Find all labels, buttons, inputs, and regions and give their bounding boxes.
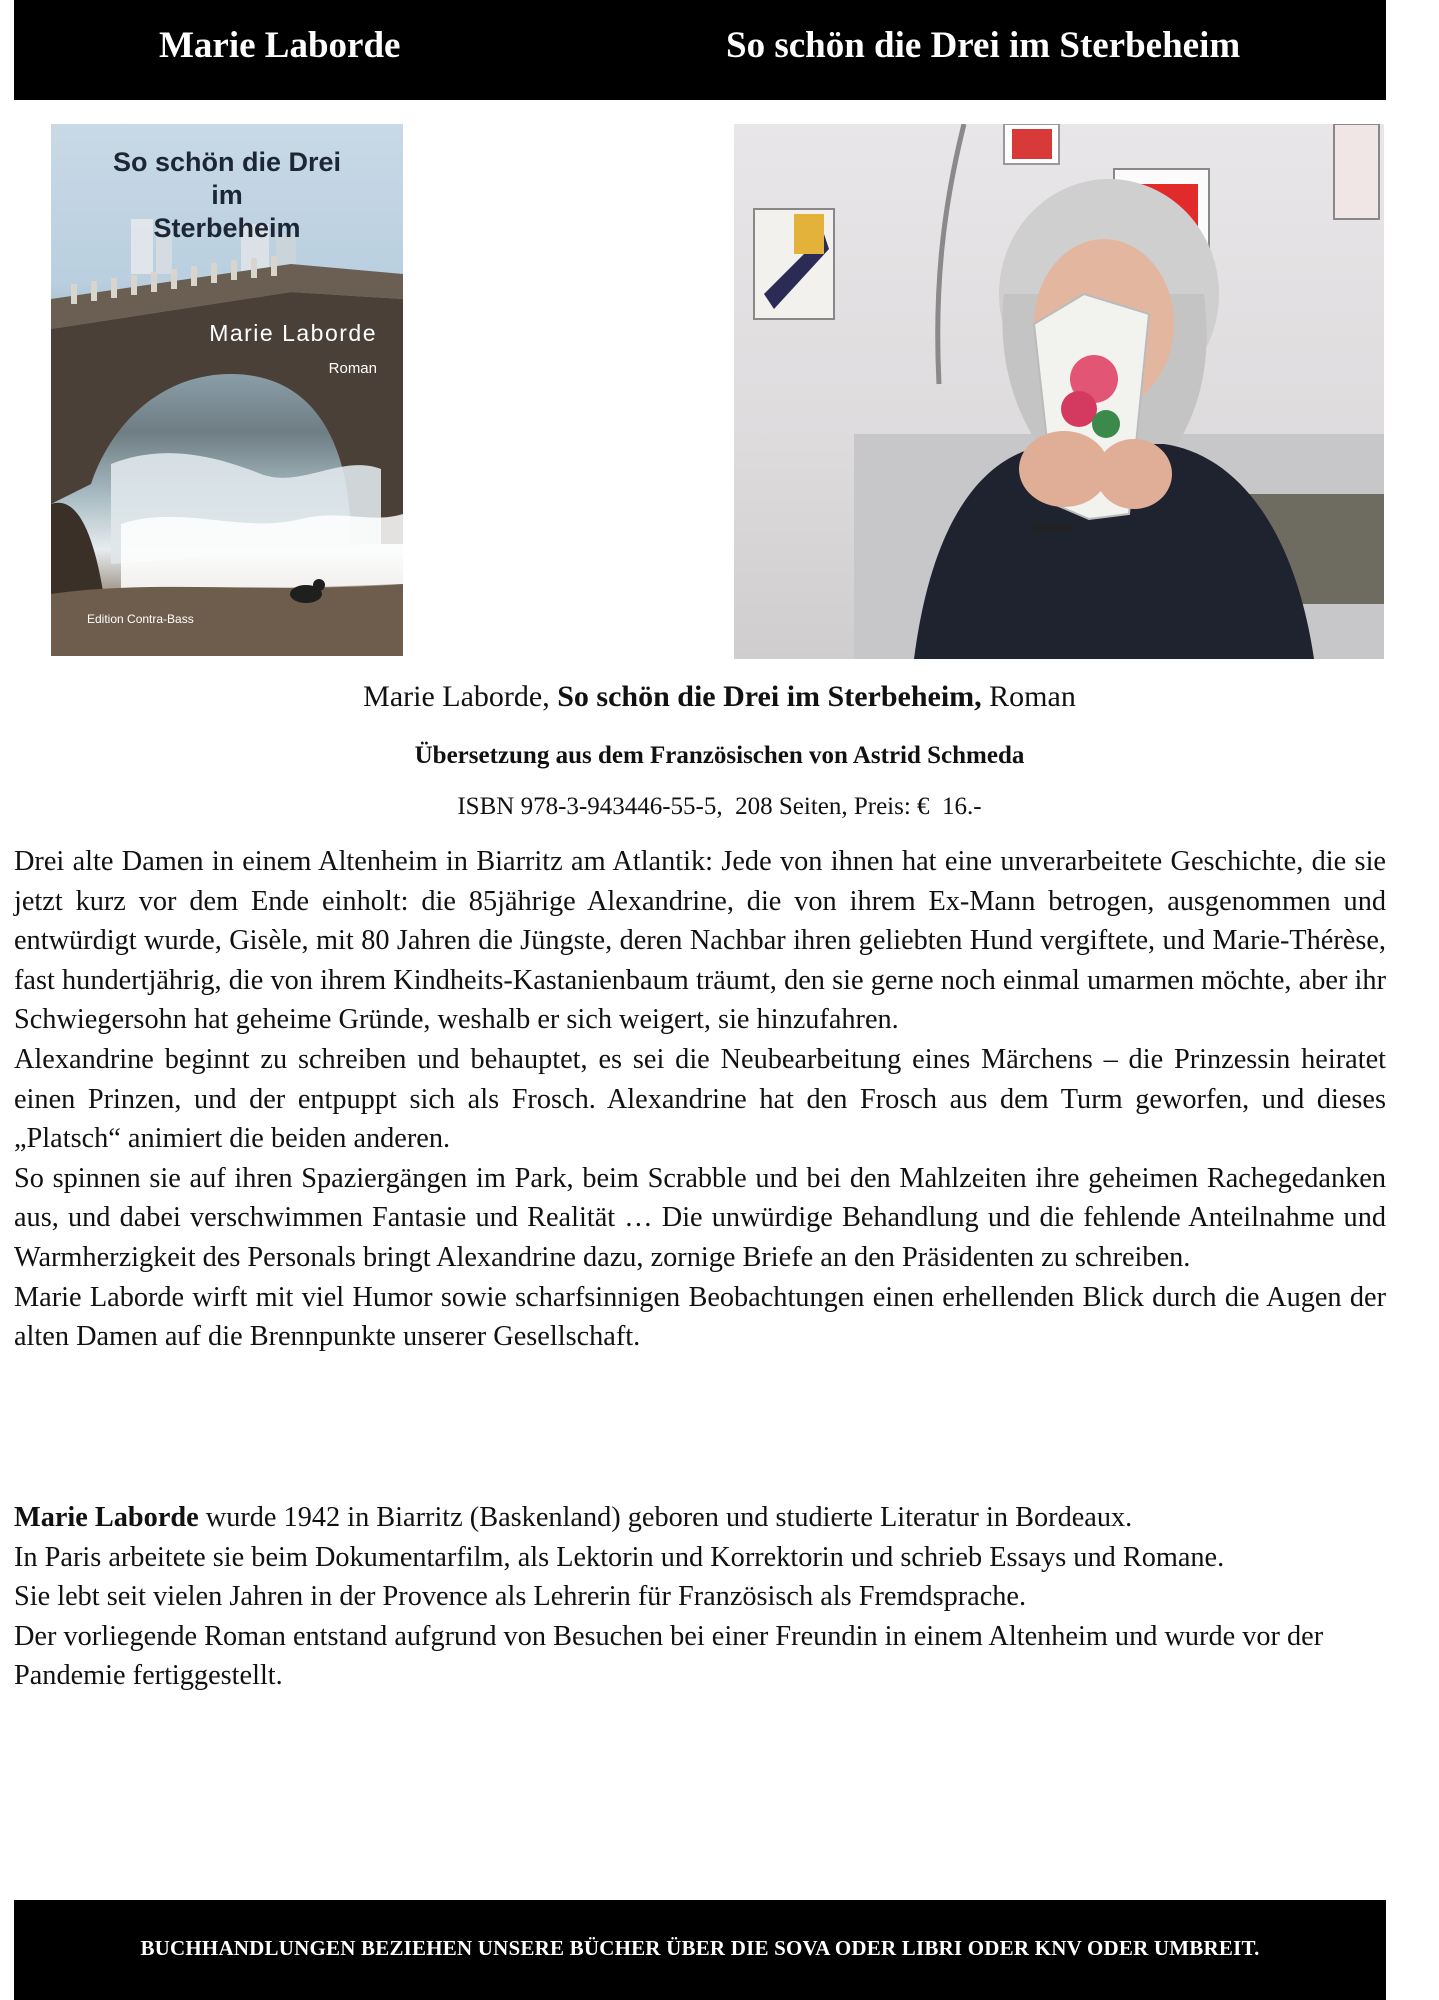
bio-line [14,1498,1386,1538]
description-paragraph: So spinnen sie auf ihren Spaziergängen im Park, beim Scrabble und bei den Mahlzeiten ihre geheimen Rachegedanken aus, und dabei verschwimmen Fantasie und Realität … Die unwürdige Behandlung und die fehlende Anteilnahme und Warmherzigkeit des Personals bringt Alexandrine dazu, zornige Briefe an den Präsidenten zu schreiben. [14,1162,1386,1273]
cover-title [51,146,403,245]
cover-title-line: Sterbeheim [153,213,301,243]
book-title-line [0,677,1439,717]
author-photo-illustration [734,124,1384,659]
footer-bar [14,1900,1386,2000]
cover-author: Marie Laborde [209,320,377,346]
cover-title-line: So schön die Drei [112,147,342,177]
cover-genre: Roman [328,360,377,377]
book-title: So schön die Drei im Sterbeheim, [557,680,982,713]
header-title: So schön die Drei im Sterbeheim [726,25,1241,66]
book-author: Marie Laborde, [363,680,558,713]
bio-author-name: Marie Laborde [14,1502,199,1533]
bio-line-text: wurde 1942 in Biarritz (Baskenland) geboren und studierte Literatur in Bordeaux. [198,1502,1133,1533]
isbn-line: ISBN 978-3-943446-55-5, 208 Seiten, Preis: € 16.- [457,793,982,820]
book-description [14,842,1386,1357]
bio-line: In Paris arbeitete sie beim Dokumentarfilm, als Lektorin und Korrektorin und schrieb Essays und Romane. [14,1541,1225,1573]
author-bio [14,1498,1386,1696]
header-bar [14,0,1386,100]
header-author: Marie Laborde [159,25,401,66]
author-photo [734,124,1384,659]
bio-line: Sie lebt seit vielen Jahren in der Provence als Lehrerin für Französisch als Fremdsprache. [14,1581,1027,1613]
description-paragraph: Drei alte Damen in einem Altenheim in Biarritz am Atlantik: Jede von ihnen hat eine unverarbeitete Geschichte, die sie jetzt kurz vor dem Ende einholt: die 85jährige Alexandrine, die von ihrem Ex-Mann betrogen, ausgenommen und entwürdigt wurde, Gisèle, mit 80 Jahren die Jüngste, deren Nachbar ihren geliebten Hund vergiftete, und Marie-Thérèse, fast hundertjährig, die von ihrem Kindheits-Kastanienbaum träumt, den sie gerne noch einmal umarmen möchte, aber ihr Schwiegersohn hat geheime Gründe, weshalb er sich weigert, sie hinzufahren. [14,846,1386,1036]
book-cover-image [51,124,403,656]
cover-title-line: im [211,180,243,210]
description-paragraph: Alexandrine beginnt zu schreiben und behauptet, es sei die Neubearbeitung eines Märchens – die Prinzessin heiratet einen Prinzen, und der entpuppt sich als Frosch. Alexandrine hat den Frosch aus dem Turm geworfen, und dieses „Platsch“ animiert die beiden anderen. [14,1043,1386,1155]
bio-line: Der vorliegende Roman entstand aufgrund von Besuchen bei einer Freundin in einem Altenheim und wurde vor der Pandemie fertiggestellt. [14,1620,1324,1692]
translation-line: Übersetzung aus dem Französischen von Astrid Schmeda [414,742,1025,769]
book-genre: Roman [981,680,1076,713]
description-paragraph: Marie Laborde wirft mit viel Humor sowie scharfsinnigen Beobachtungen einen erhellenden Blick durch die Augen der alten Damen auf die Brennpunkte unserer Gesellschaft. [14,1281,1386,1353]
cover-publisher: Edition Contra-Bass [87,612,194,626]
footer-text: BUCHHANDLUNGEN BEZIEHEN UNSERE BÜCHER ÜBER DIE SOVA ODER LIBRI ODER KNV ODER UMBREIT. [140,1936,1260,1960]
